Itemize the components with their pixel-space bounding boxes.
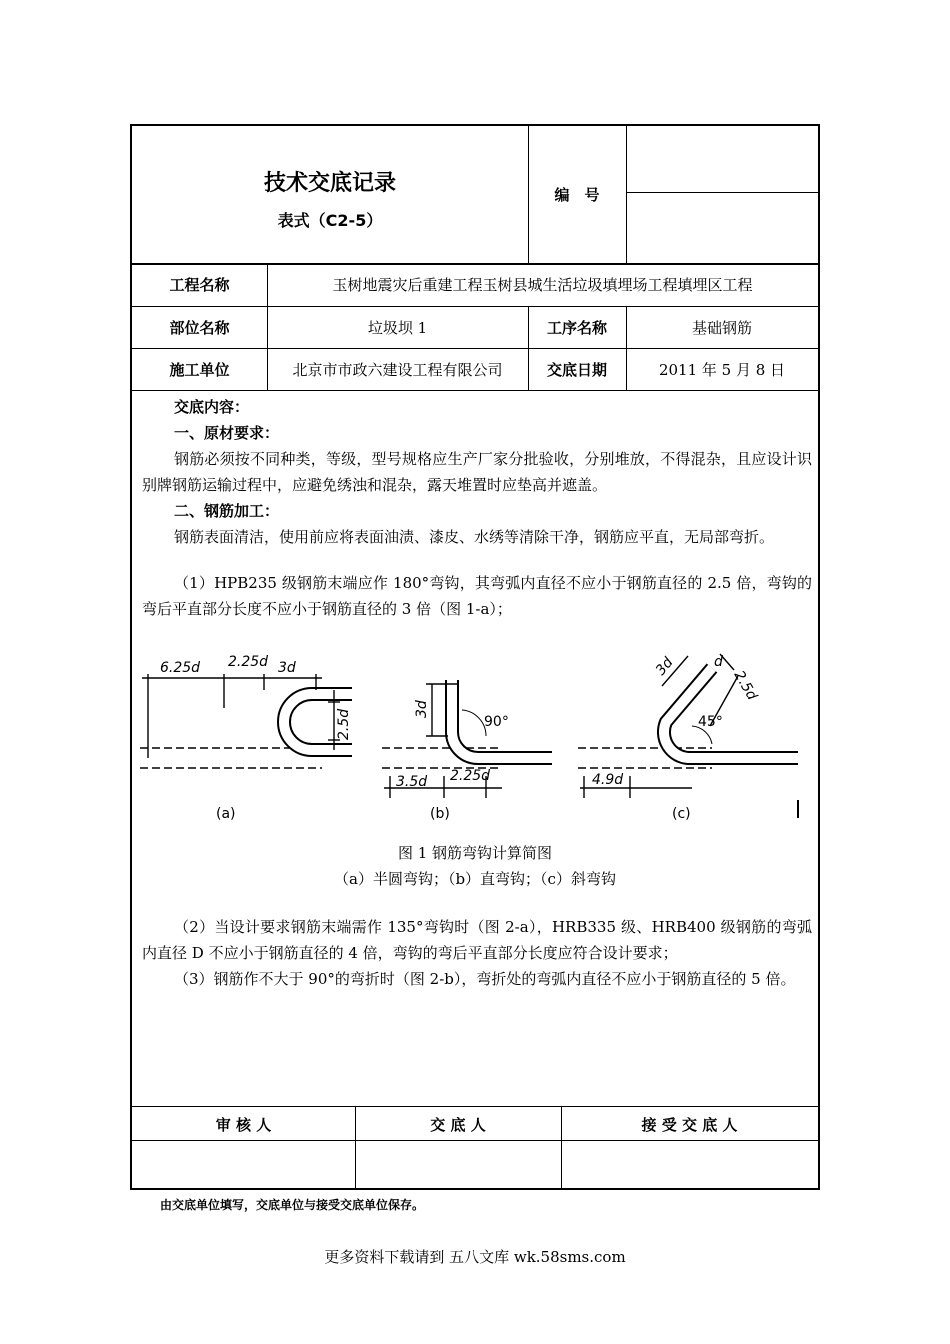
project-name-value: 玉树地震灾后重建工程玉树县城生活垃圾填埋场工程填埋区工程 [332, 276, 753, 294]
figure-c-hook [664, 668, 798, 758]
reviewer-label: 审 核 人 [215, 1116, 272, 1134]
contractor-value: 北京市市政六建设工程有限公司 [292, 361, 503, 379]
figure-c-dim-2-5d: 2.5d [730, 668, 760, 703]
footer-note: 由交底单位填写，交底单位与接受交底单位保存。 [160, 1198, 425, 1212]
presenter-signature-field[interactable] [356, 1141, 561, 1187]
figure-c-dim-d: d [714, 654, 723, 670]
reviewer-signature-field[interactable] [132, 1141, 355, 1187]
content-heading: 交底内容： [174, 398, 250, 416]
contractor-label: 施工单位 [169, 361, 230, 379]
figure-caption: 图 1 钢筋弯钩计算简图 [397, 844, 553, 862]
divider [132, 263, 818, 265]
number-label: 编 号 [554, 186, 600, 204]
rebar-hook-figure [132, 640, 818, 830]
figure-c-dim-4-9d: 4.9d [592, 772, 624, 788]
technical-disclosure-form [130, 124, 820, 1190]
divider [132, 390, 818, 391]
section2-text: 钢筋表面清洁，使用前应将表面油渍、漆皮、水绣等清除干净，钢筋应平直，无局部弯折。 [174, 528, 775, 546]
figure-a-dim-6-25d: 6.25d [160, 660, 201, 676]
figure-c-label: (c) [672, 806, 691, 822]
figure-a-dim-2-25d: 2.25d [228, 654, 269, 670]
process-name-value: 基础钢筋 [691, 319, 752, 337]
form-title: 技术交底记录 [263, 171, 396, 196]
figure-b-dim-2-25d: 2.25d [450, 768, 491, 784]
project-name-label: 工程名称 [169, 276, 230, 294]
figure-c-dim-3d: 3d [652, 654, 677, 679]
figure-b-label: (b) [430, 806, 450, 822]
receiver-label: 接 受 交 底 人 [641, 1116, 738, 1134]
figure-c-angle: 45° [698, 714, 723, 730]
figure-b-angle-arc [462, 710, 486, 736]
figure-b-dim-3d: 3d [414, 700, 430, 718]
item3-text: （3）钢筋作不大于 90°的弯折时（图 2-b），弯折处的弯弧内直径不应小于钢筋直径的 5 倍。 [174, 970, 796, 988]
date-label: 交底日期 [546, 361, 607, 379]
figure-subcaption: （a）半圆弯钩；（b）直弯钩；（c）斜弯钩 [334, 870, 616, 888]
figure-a-dim-3d: 3d [278, 660, 296, 676]
section2-title: 二、钢筋加工： [174, 502, 280, 520]
form-code: 表式（C2-5） [277, 211, 383, 230]
process-name-label: 工序名称 [546, 319, 607, 337]
receiver-signature-field[interactable] [562, 1141, 818, 1187]
figure-b-angle: 90° [484, 714, 509, 730]
section1-title: 一、原材要求： [174, 424, 280, 442]
divider [132, 1106, 818, 1107]
date-value: 2011 年 5 月 8 日 [658, 361, 786, 379]
figure-b-dim-3-5d: 3.5d [396, 774, 428, 790]
part-name-label: 部位名称 [169, 319, 230, 337]
item1-text: （1）HPB235 级钢筋末端应作 180°弯钩，其弯弧内直径不应小于钢筋直径的 2.5 倍，弯钩的弯后平直部分长度不应小于钢筋直径的 3 倍（图 1-a）； [142, 574, 812, 618]
item2-text: （2）当设计要求钢筋末端需作 135°弯钩时（图 2-a），HRB335 级、HRB400 级钢筋的弯弧内直径 D 不应小于钢筋直径的 4 倍，弯钩的弯后平直部分长度应符合设计要求； [142, 918, 812, 962]
part-name-value: 垃圾坝 1 [367, 319, 428, 337]
figure-c-hook [664, 668, 798, 758]
figure-a-dim-2-5d: 2.5d [336, 708, 352, 740]
divider [626, 126, 627, 263]
watermark-text: 更多资料下载请到 五八文库 wk.58sms.com [324, 1248, 626, 1266]
divider [132, 348, 818, 349]
section1-text: 钢筋必须按不同种类，等级，型号规格应生产厂家分批验收，分别堆放，不得混杂，且应设计识别牌钢筋运输过程中，应避免绣浊和混杂，露天堆置时应垫高并遮盖。 [142, 450, 812, 494]
presenter-label: 交 底 人 [430, 1116, 486, 1134]
figure-a-label: (a) [216, 806, 236, 822]
divider [132, 306, 818, 307]
divider [626, 192, 818, 193]
